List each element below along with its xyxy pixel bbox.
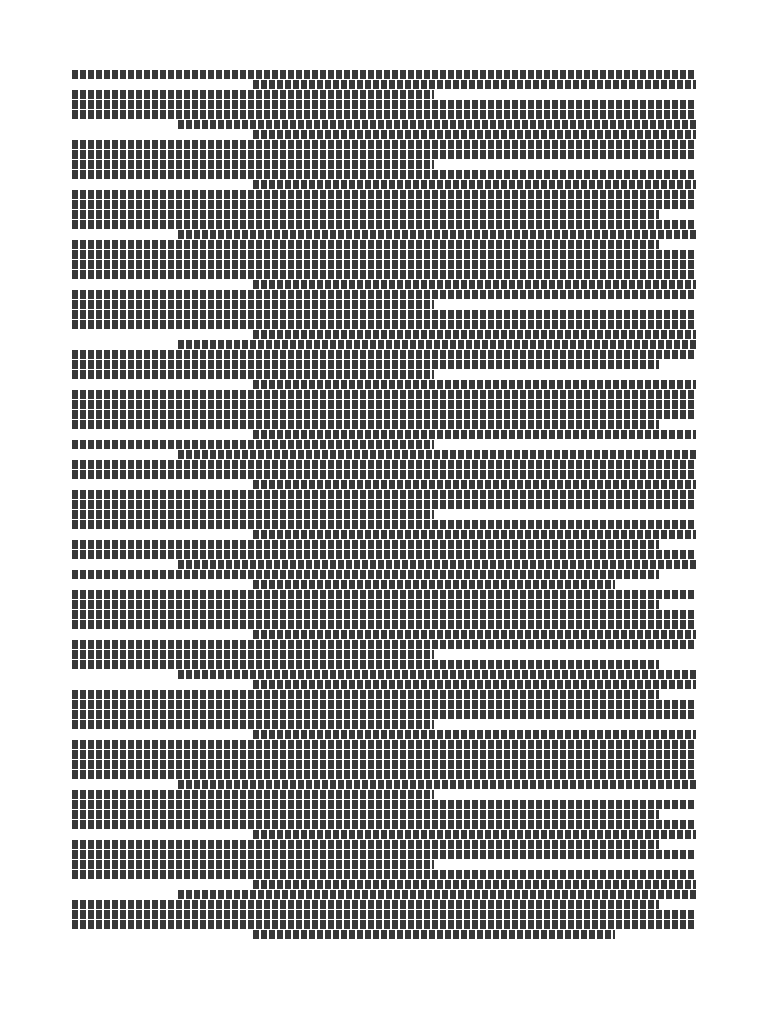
text-line (253, 730, 696, 739)
text-line (178, 780, 696, 789)
text-line (72, 270, 696, 279)
text-line (72, 290, 696, 299)
text-line (72, 850, 696, 859)
text-line (72, 740, 696, 749)
text-line (72, 410, 696, 419)
text-line (253, 480, 696, 489)
text-line (72, 440, 434, 449)
text-line (72, 920, 696, 929)
text-line (72, 390, 696, 399)
text-line (253, 430, 696, 439)
text-line (253, 680, 696, 689)
text-line (72, 690, 659, 699)
text-line (72, 490, 696, 499)
text-line (72, 400, 696, 409)
text-line (72, 540, 659, 549)
text-line (72, 750, 696, 759)
text-line (72, 240, 659, 249)
text-line (72, 220, 696, 229)
text-line (72, 210, 659, 219)
text-line (72, 590, 696, 599)
text-line (253, 580, 615, 589)
text-line (253, 280, 696, 289)
text-line (72, 570, 659, 579)
text-line (178, 340, 696, 349)
text-line (72, 820, 696, 829)
text-line (253, 380, 696, 389)
text-line (72, 100, 696, 109)
text-line (72, 300, 434, 309)
text-line (72, 600, 659, 609)
text-line (72, 910, 696, 919)
text-line (72, 190, 696, 199)
text-line (72, 860, 434, 869)
text-line (72, 500, 696, 509)
text-line (72, 320, 696, 329)
text-line (72, 660, 659, 669)
text-line (72, 160, 434, 169)
text-line (72, 620, 696, 629)
text-line (72, 800, 696, 809)
text-line (72, 360, 659, 369)
text-line (72, 170, 696, 179)
illegible-text-block (72, 70, 696, 940)
text-line (178, 670, 696, 679)
text-line (72, 260, 696, 269)
text-line (72, 640, 696, 649)
text-line (72, 790, 434, 799)
text-line (72, 510, 434, 519)
text-line (72, 710, 696, 719)
text-line (72, 550, 696, 559)
text-line (72, 900, 659, 909)
text-line (72, 610, 696, 619)
text-line (72, 420, 659, 429)
text-line (72, 150, 696, 159)
text-line (72, 840, 659, 849)
text-line (178, 890, 696, 899)
text-line (72, 310, 696, 319)
text-line (178, 230, 696, 239)
text-line (72, 720, 434, 729)
text-line (253, 330, 696, 339)
text-line (72, 650, 434, 659)
text-line (178, 560, 696, 569)
text-line (72, 250, 696, 259)
text-line (72, 110, 696, 119)
text-line (253, 880, 696, 889)
text-line (72, 470, 696, 479)
text-line (72, 810, 659, 819)
text-line (72, 870, 696, 879)
text-line (72, 370, 434, 379)
text-line (72, 140, 696, 149)
text-line (72, 460, 696, 469)
text-line (253, 830, 696, 839)
text-line (72, 70, 696, 79)
text-line (253, 930, 615, 939)
text-line (72, 760, 696, 769)
text-line (253, 80, 696, 89)
text-line (72, 700, 696, 709)
text-line (253, 530, 696, 539)
text-line (178, 120, 696, 129)
text-line (178, 450, 696, 459)
text-line (72, 90, 434, 99)
text-line (253, 130, 696, 139)
text-line (253, 630, 696, 639)
text-line (253, 180, 696, 189)
text-line (72, 200, 696, 209)
text-line (72, 350, 696, 359)
text-line (72, 520, 696, 529)
text-line (72, 770, 696, 779)
